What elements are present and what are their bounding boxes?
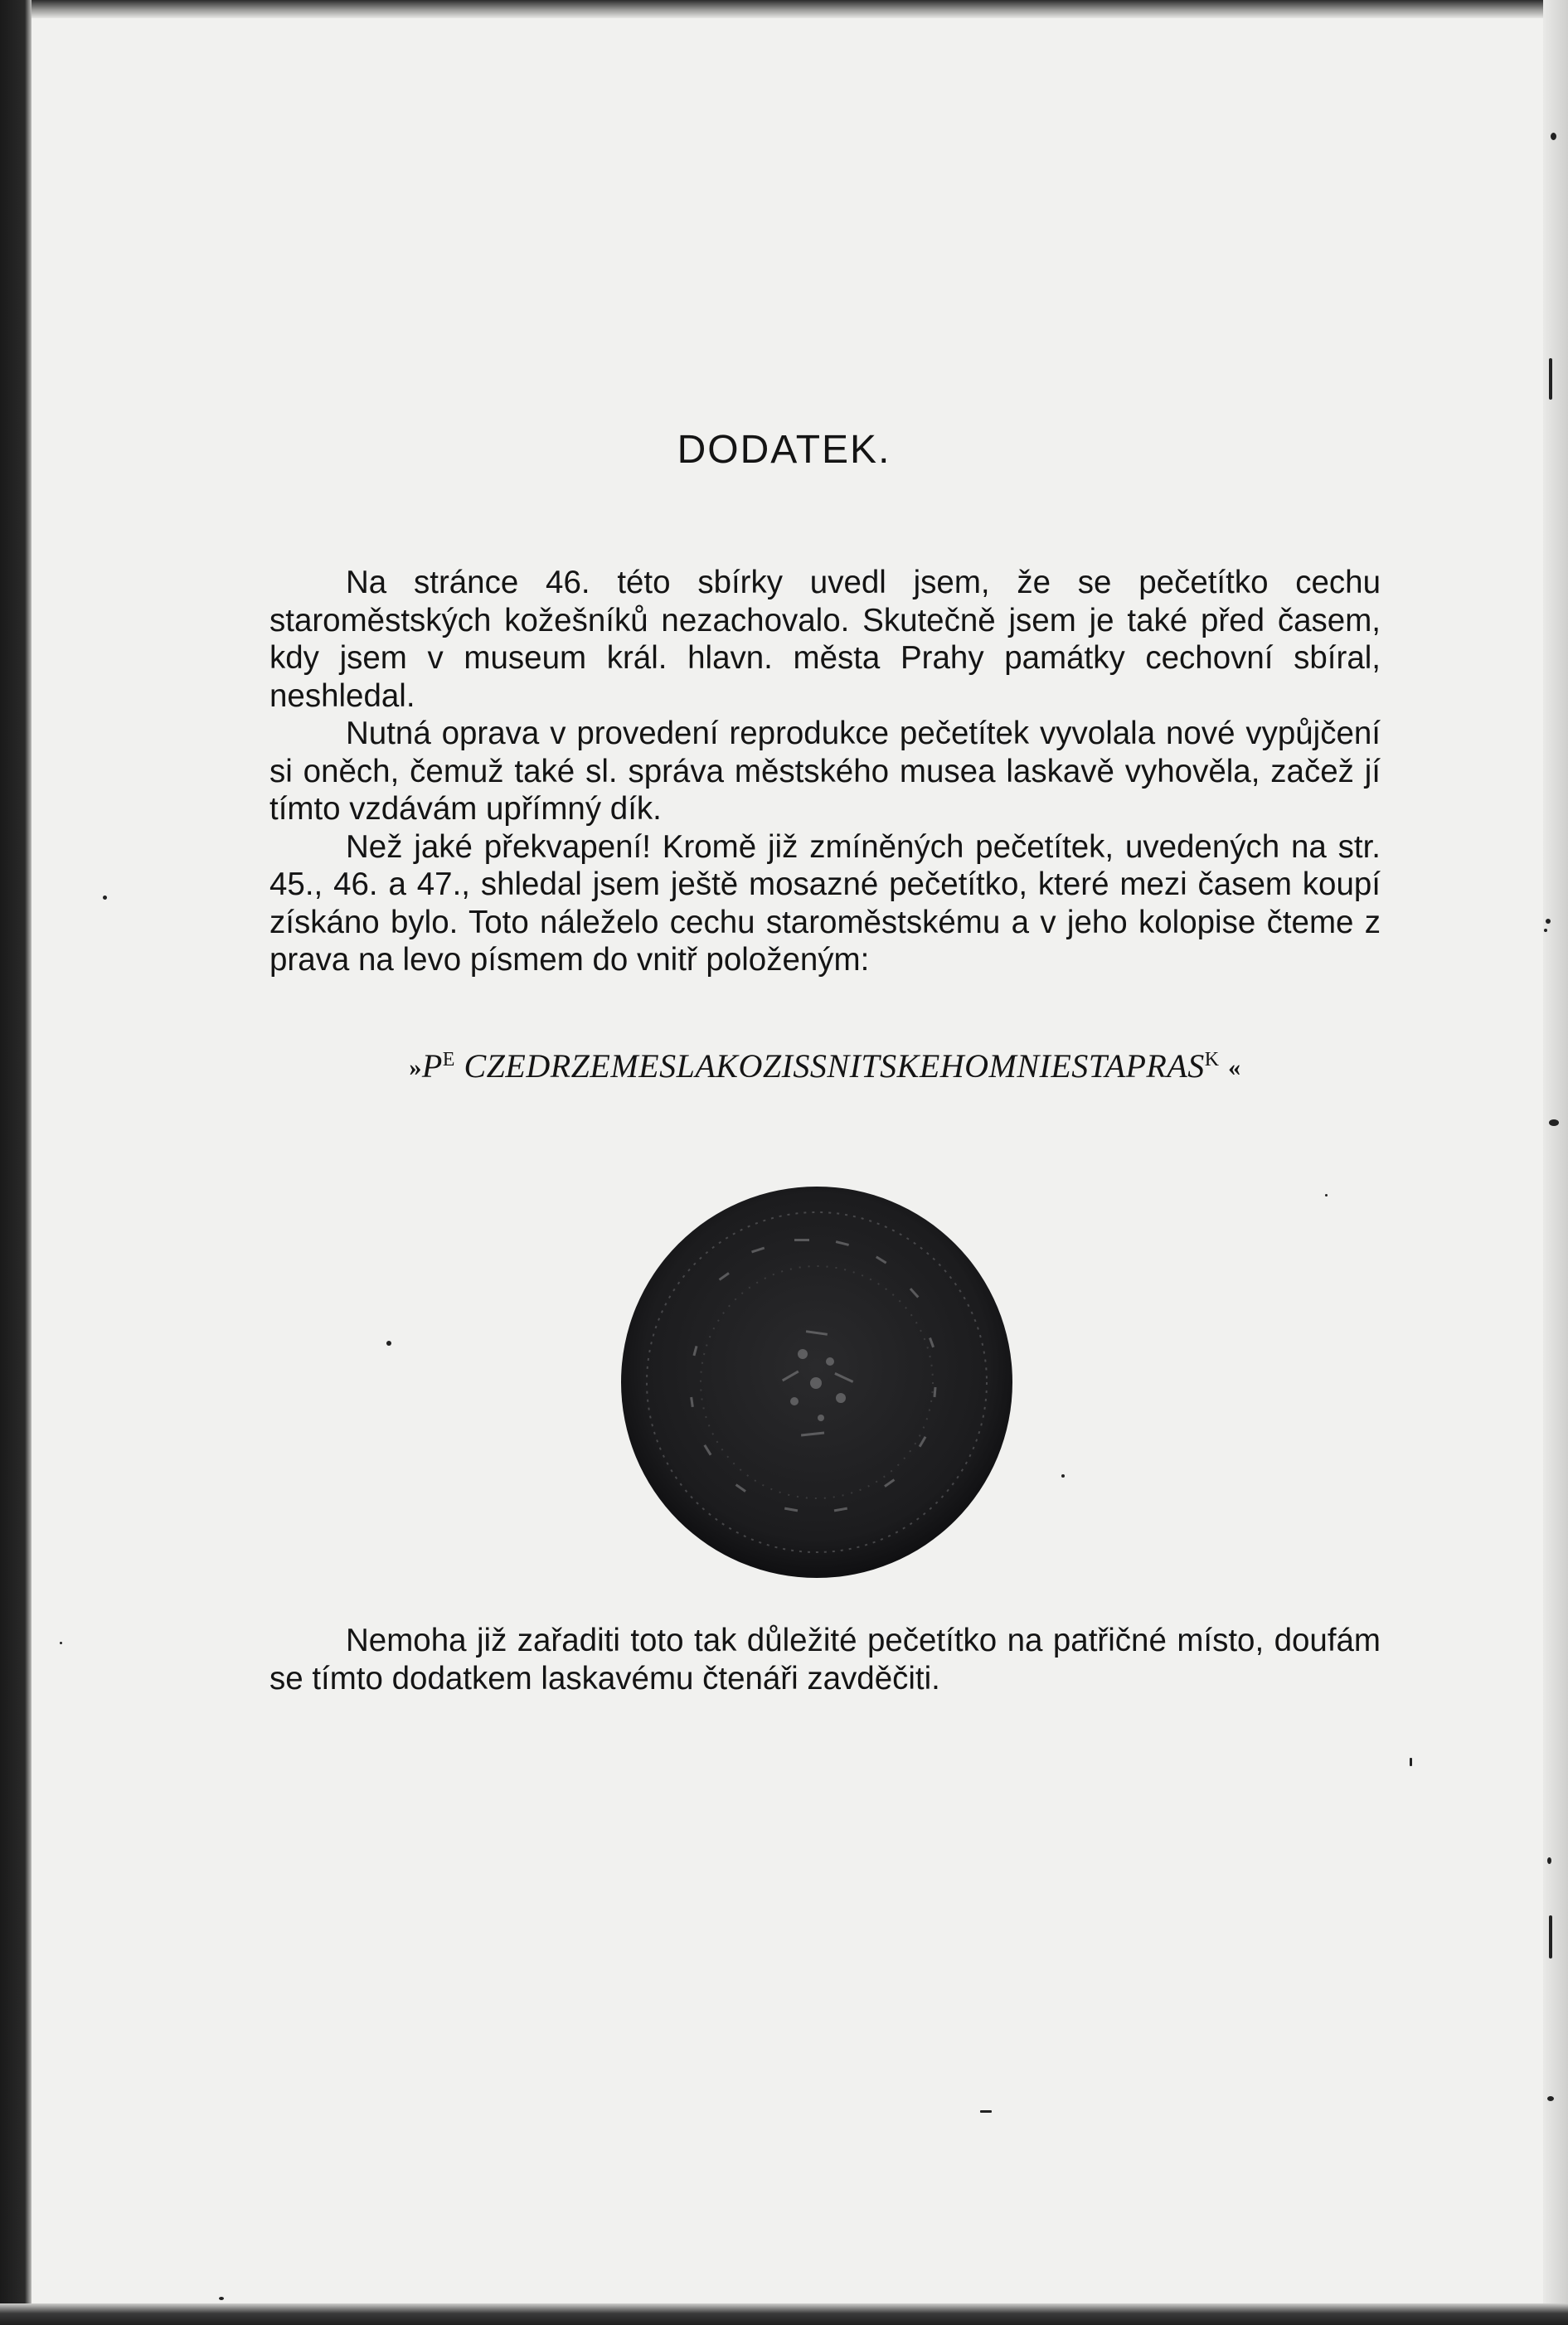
paragraph: Nutná oprava v provedení reprodukce pečetítek vyvolala nové vypůjčení si oněch, čemuž také sl. správa městského musea laskavě vyhověla, začež jí tímto vzdávám upřímný dík.: [269, 716, 1381, 827]
dust-speck: [1547, 1857, 1551, 1864]
closing-paragraph: Nemoha již zařaditi toto tak důležité pečetítko na patřičné místo, doufám se tímto dodatkem laskavému čtenáři zavděčiti.: [269, 1623, 1381, 1696]
scan-border-bottom: [0, 2303, 1568, 2325]
scan-border-top: [0, 0, 1568, 18]
dust-speck: [1544, 929, 1547, 932]
inscription-superscript-start: E: [442, 1049, 455, 1070]
dust-speck: [219, 2297, 224, 2300]
seal-inscription: [269, 1046, 1381, 1085]
inscription-superscript-end: K: [1204, 1049, 1220, 1070]
dust-speck: [60, 1642, 62, 1644]
dust-speck: [980, 2110, 992, 2113]
paragraph: Než jaké překvapení! Kromě již zmíněných pečetítek, uvedených na str. 45., 46. a 47., shledal jsem ještě mosazné pečetítko, které mezi časem koupí získáno bylo. Toto náleželo cechu staroměstskému a v jeho kolopise čteme z prava na levo písmem do vnitř položeným:: [269, 828, 1381, 978]
dust-speck: [1546, 919, 1551, 924]
body-text: [269, 564, 1381, 979]
dust-speck: [1410, 1758, 1412, 1766]
paragraph: Na stránce 46. této sbírky uvedl jsem, že se pečetítko cechu staroměstských kožešníků nezachovalo. Skutečně jsem je také před časem, kdy jsem v museum král. hlavn. města Prahy památky cechovní sbíral, neshledal.: [269, 565, 1381, 714]
seal-illustration: [619, 1184, 1015, 1580]
dust-speck: [1549, 358, 1552, 400]
inscription-main: CZEDRZEMESLAKOZISSNITSKEHOMNIESTAPRAS: [464, 1047, 1205, 1085]
dust-speck: [1551, 133, 1556, 140]
open-quote-mark: »: [409, 1054, 422, 1081]
dust-speck: [1547, 2096, 1554, 2101]
dust-speck: [1549, 1915, 1552, 1959]
scan-border-right: [1543, 0, 1568, 2325]
page-title: DODATEK.: [677, 428, 891, 472]
dust-speck: [103, 896, 107, 900]
dust-speck: [386, 1341, 391, 1346]
dust-speck: [1549, 1119, 1559, 1126]
close-quote-mark: «: [1228, 1054, 1241, 1081]
scan-border-left: [0, 0, 32, 2325]
dust-speck: [1061, 1474, 1065, 1478]
dust-speck: [1325, 1194, 1328, 1196]
inscription-lead: P: [421, 1047, 443, 1085]
